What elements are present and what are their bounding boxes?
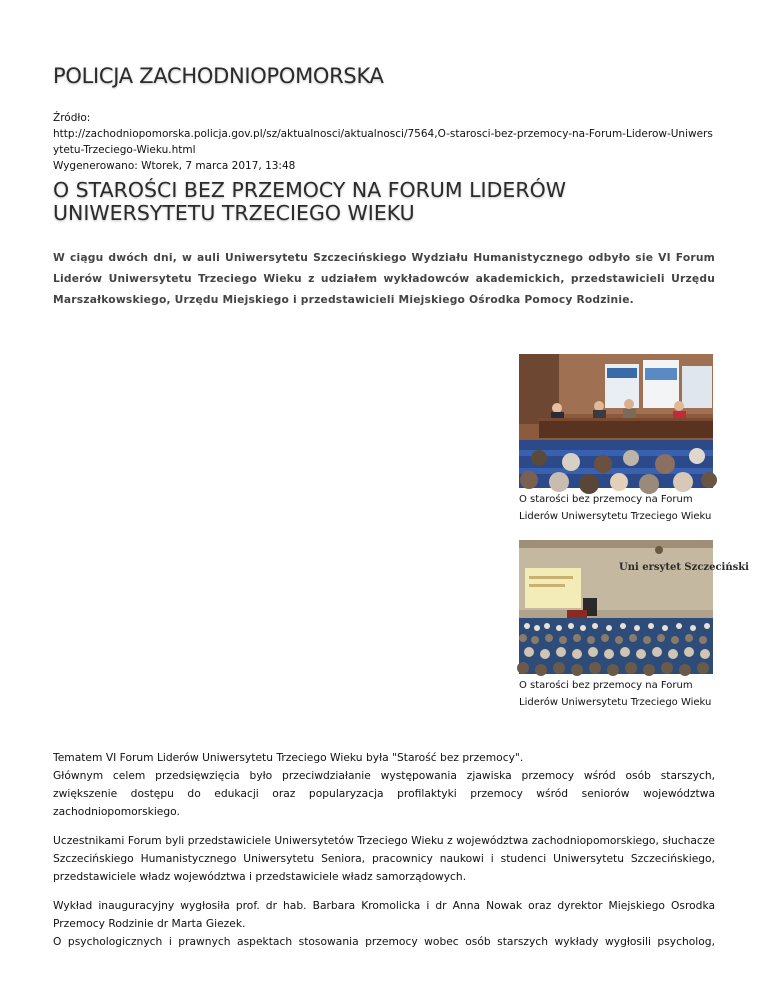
article-lead: W ciągu dwóch dni, w auli Uniwersytetu Szczecińskiego Wydziału Humanistycznego odbyło sie VI Forum Liderów Uniwersytetu Trzeciego Wieku z udziałem wykładowców akademickich, przedstawicieli Urzędu Marszałkowskiego, Urzędu Miejskiego i przedstawicieli Miejskiego Ośrodka Pomocy Rodzinie.: [53, 251, 715, 306]
article-figure-2: [519, 540, 749, 711]
article-paragraph-3: Wykład inauguracyjny wygłosiła prof. dr hab. Barbara Kromolicka i dr Anna Nowak oraz dyrektor Miejskiego Osrodka Przemocy Rodzinie dr Marta Giezek.: [53, 899, 715, 930]
source-url-continued: ytetu-Trzeciego-Wieku.html: [53, 144, 196, 156]
article-paragraph-4: [53, 933, 715, 951]
generated-date: Wygenerowano: Wtorek, 7 marca 2017, 13:48: [53, 160, 296, 172]
photo-panel-discussion: [519, 354, 713, 488]
site-title: POLICJA ZACHODNIOPOMORSKA: [53, 64, 384, 88]
article-title: O STAROŚCI BEZ PRZEMOCY NA FORUM LIDERÓW UNIWERSYTETU TRZECIEGO WIEKU: [53, 178, 566, 225]
article-figure-1: [519, 354, 713, 525]
paragraph-line: Głównym celem przedsięwzięcia było przeciwdziałanie występowania zjawiska przemocy wśród osób starszych, zwiększenie dostępu do edukacji oraz popularyzacja profilaktyki przemocy wśród seniorów województwa zachodniopomorskiego.: [53, 769, 715, 818]
figure-caption: O starości bez przemocy na Forum Liderów Uniwersytetu Trzeciego Wieku: [519, 494, 712, 522]
hall-sign-text: Uni ersytet Szczeciński: [619, 562, 749, 573]
document-meta: [53, 110, 718, 174]
paragraph-line: Tematem VI Forum Liderów Uniwersytetu Trzeciego Wieku była "Starość bez przemocy".: [53, 751, 524, 764]
paragraph-line: O psychologicznych i prawnych aspektach stosowania przemocy wobec osób starszych wykłady wygłosili psycholog,: [53, 935, 715, 948]
article-body: [53, 749, 715, 962]
source-url: http://zachodniopomorska.policja.gov.pl/sz/aktualnosci/aktualnosci/7564,O-starosci-bez-przemocy-na-Forum-Liderow-Uniwers: [53, 128, 713, 140]
article-paragraph-1: [53, 749, 715, 821]
figure-caption: O starości bez przemocy na Forum Liderów Uniwersytetu Trzeciego Wieku: [519, 680, 712, 708]
photo-lecture-hall: [519, 540, 749, 674]
source-label: Źródło:: [53, 112, 91, 124]
article-paragraph-2: Uczestnikami Forum byli przedstawiciele Uniwersytetów Trzeciego Wieku z województwa zachodniopomorskiego, słuchacze Szczecińskiego Humanistycznego Uniwersytetu Seniora, pracownicy naukowi i studenci Uniwersytetu Szczecińskiego, przedstawiciele władz województwa i przedstawiciele władz samorządowych.: [53, 834, 715, 883]
